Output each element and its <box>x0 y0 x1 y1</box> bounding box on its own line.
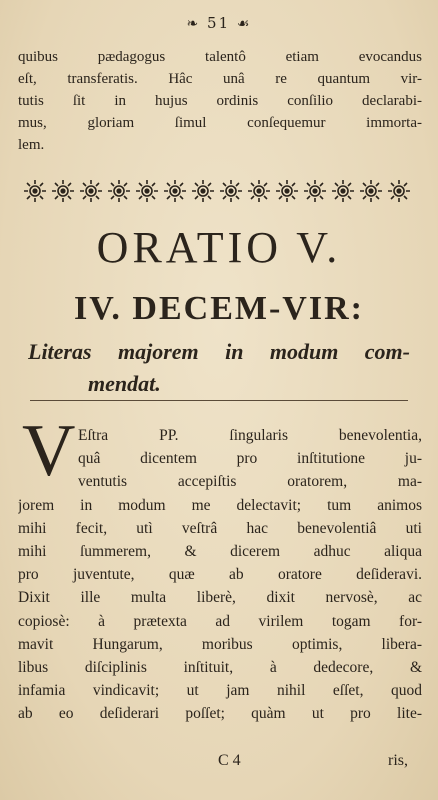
oration-speaker: IV. DECEM-VIR: <box>74 290 364 327</box>
preceding-paragraph <box>18 46 422 156</box>
text-line: quâ dicentem pro inſtitutione ju- <box>78 450 422 468</box>
header-ornament-right: ☙ <box>236 16 252 32</box>
text-line: libus diſciplinis inſtituit, à dedecore, & <box>18 659 422 677</box>
text-line: mihi ſummerem, & dicerem adhuc aliqua <box>18 543 422 561</box>
subtitle-line: mendat. <box>88 371 161 396</box>
subtitle-line: Literas majorem in modum com- <box>28 339 410 364</box>
text-line: copiosè: à prætexta ad virilem togam for- <box>18 612 422 630</box>
text-line: ab eo deſiderari poſſet; quàm ut pro lite- <box>18 705 422 723</box>
signature-mark: C 4 <box>218 752 241 769</box>
text-line: mus, gloriam ſimul conſequemur immorta- <box>18 115 422 131</box>
oration-subtitle <box>28 336 410 400</box>
catchword: ris, <box>388 752 408 769</box>
text-line: lem. <box>18 137 45 153</box>
page-footer <box>18 752 422 774</box>
text-line: quibus pædagogus talentô etiam evocandus <box>18 49 422 65</box>
page-header <box>0 14 438 32</box>
text-line: ventutis accepiſtis oratorem, ma- <box>78 473 422 491</box>
ornamental-divider <box>20 176 416 206</box>
text-line: Eſtra PP. ſingularis benevolentia, <box>78 427 422 444</box>
text-line: pro juventute, quæ ab oratore deſideravi. <box>18 566 422 584</box>
page-number: 51 <box>207 14 231 32</box>
text-line: infamia vindicavit; ut jam nihil eſſet, quod <box>18 682 422 700</box>
text-line: Dixit ille multa liberè, dixit nervosè, ac <box>18 589 422 607</box>
oration-body <box>18 424 422 726</box>
section-rule <box>30 400 408 401</box>
text-line: jorem in modum me delectavit; tum animos <box>18 496 422 514</box>
oration-title: ORATIO V. <box>96 223 342 272</box>
header-ornament-left: ❧ <box>186 16 201 32</box>
text-line: tutis ſit in hujus ordinis conſilio declarabi- <box>18 93 422 109</box>
text-line: mihi fecit, utì veſtrâ hac benevolentiâ uti <box>18 519 422 537</box>
text-line: eſt, transferatis. Hâc unâ re quantum vir- <box>18 71 422 87</box>
drop-cap: V <box>22 410 76 492</box>
text-line: mavit Hungarum, moribus optimis, libera- <box>18 635 422 653</box>
